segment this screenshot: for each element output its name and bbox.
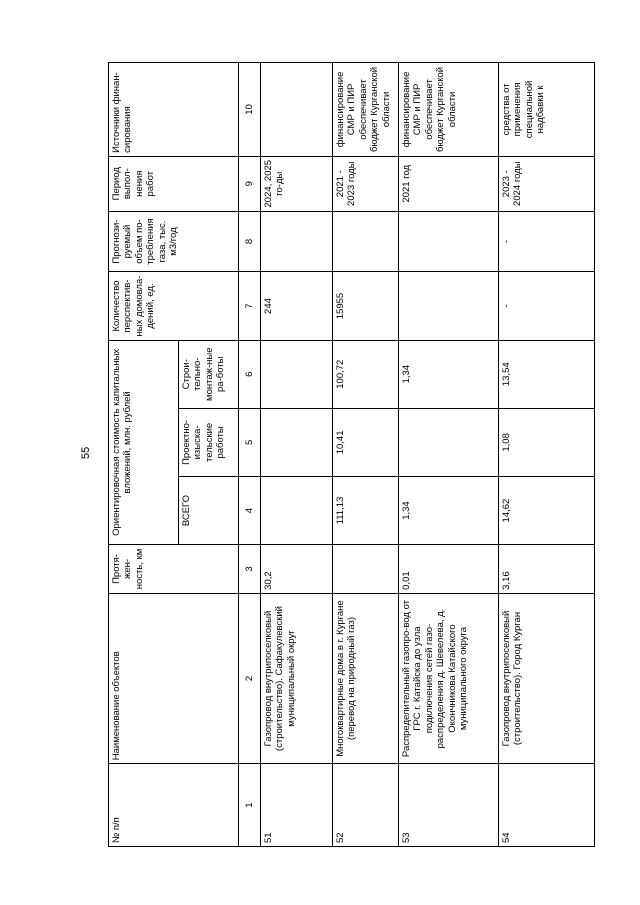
row-total: 111,13	[333, 476, 399, 544]
header-households: Количество перспектив-ных домовла-дений, ед.	[109, 272, 239, 340]
row-design: 1,08	[499, 408, 595, 476]
row-num: 54	[499, 764, 595, 847]
column-number: 9	[239, 156, 261, 211]
column-number-row	[239, 63, 261, 847]
header-length: Протя-жен-ность, км	[109, 545, 239, 594]
row-gas-volume	[333, 211, 399, 272]
row-period: 2023 - 2024 годы	[499, 156, 595, 211]
row-households: 244	[261, 272, 333, 340]
row-name: Многоквартирные дома в г. Кургане (перевод на природный газ)	[333, 593, 399, 763]
row-name: Газопровод внутрипоселковый (строительство). Город Курган	[499, 593, 595, 763]
column-number: 2	[239, 593, 261, 763]
header-total: ВСЕГО	[179, 476, 239, 544]
header-gas-volume: Прогнози-руемый объем по-требления газа, тыс. м3/год	[109, 211, 239, 272]
row-households: -	[499, 272, 595, 340]
header-cost-group: Ориентировочная стоимость капитальных вложений, млн. рублей	[109, 340, 179, 545]
table-row	[399, 63, 499, 847]
row-construction: 13,54	[499, 340, 595, 408]
gas-objects-table	[108, 62, 595, 847]
row-total: 14,62	[499, 476, 595, 544]
row-total: 1,34	[399, 476, 499, 544]
column-number: 8	[239, 211, 261, 272]
row-num: 52	[333, 764, 399, 847]
table-row	[261, 63, 333, 847]
row-construction: 1,34	[399, 340, 499, 408]
row-name: Газопровод внутрипоселковый (строительство). Сафакулевский муниципальный округ	[261, 593, 333, 763]
header-name: Наименование объектов	[109, 593, 239, 763]
row-period: 2024, 2025 го-ды	[261, 156, 333, 211]
row-period: 2021 - 2023 годы	[333, 156, 399, 211]
header-num: № п/п	[109, 764, 239, 847]
column-number: 7	[239, 272, 261, 340]
row-length	[333, 545, 399, 594]
row-gas-volume: -	[499, 211, 595, 272]
table-row	[333, 63, 399, 847]
header-design: Проектно-изыска-тельские работы	[179, 408, 239, 476]
page-number: 55	[80, 446, 92, 460]
row-gas-volume	[399, 211, 499, 272]
row-length: 30,2	[261, 545, 333, 594]
row-sources	[261, 63, 333, 157]
column-number: 4	[239, 476, 261, 544]
row-gas-volume	[261, 211, 333, 272]
column-number: 5	[239, 408, 261, 476]
header-row	[109, 63, 179, 847]
row-total	[261, 476, 333, 544]
row-sources: средства от применения специальной надбавки к	[499, 63, 595, 157]
row-name: Распределительный газопро-вод от ГРС г. Катайска до узла подключения сетей газо-распределения д. Шевелева, д. Окончникова Катайского муниципального округа	[399, 593, 499, 763]
column-number: 3	[239, 545, 261, 594]
row-design: 10,41	[333, 408, 399, 476]
row-period: 2021 год	[399, 156, 499, 211]
row-construction	[261, 340, 333, 408]
column-number: 1	[239, 764, 261, 847]
row-num: 51	[261, 764, 333, 847]
row-design	[399, 408, 499, 476]
header-period: Период выпол-нения работ	[109, 156, 239, 211]
row-num: 53	[399, 764, 499, 847]
row-households	[399, 272, 499, 340]
row-sources: финансирование СМР и ПИР обеспечивает бюджет Курганской области	[333, 63, 399, 157]
table-row	[499, 63, 595, 847]
row-sources: финансирование СМР и ПИР обеспечивает бюджет Курганской области	[399, 63, 499, 157]
row-length: 0,01	[399, 545, 499, 594]
column-number: 10	[239, 63, 261, 157]
column-number: 6	[239, 340, 261, 408]
row-construction: 100,72	[333, 340, 399, 408]
rotated-table-area	[108, 62, 594, 847]
table-rotation-frame	[108, 62, 594, 847]
header-construction: Строи-тельно-монтаж-ные ра-боты	[179, 340, 239, 408]
row-length: 3,16	[499, 545, 595, 594]
row-design	[261, 408, 333, 476]
row-households: 15955	[333, 272, 399, 340]
header-sources: Источники финан-сирования	[109, 63, 239, 157]
